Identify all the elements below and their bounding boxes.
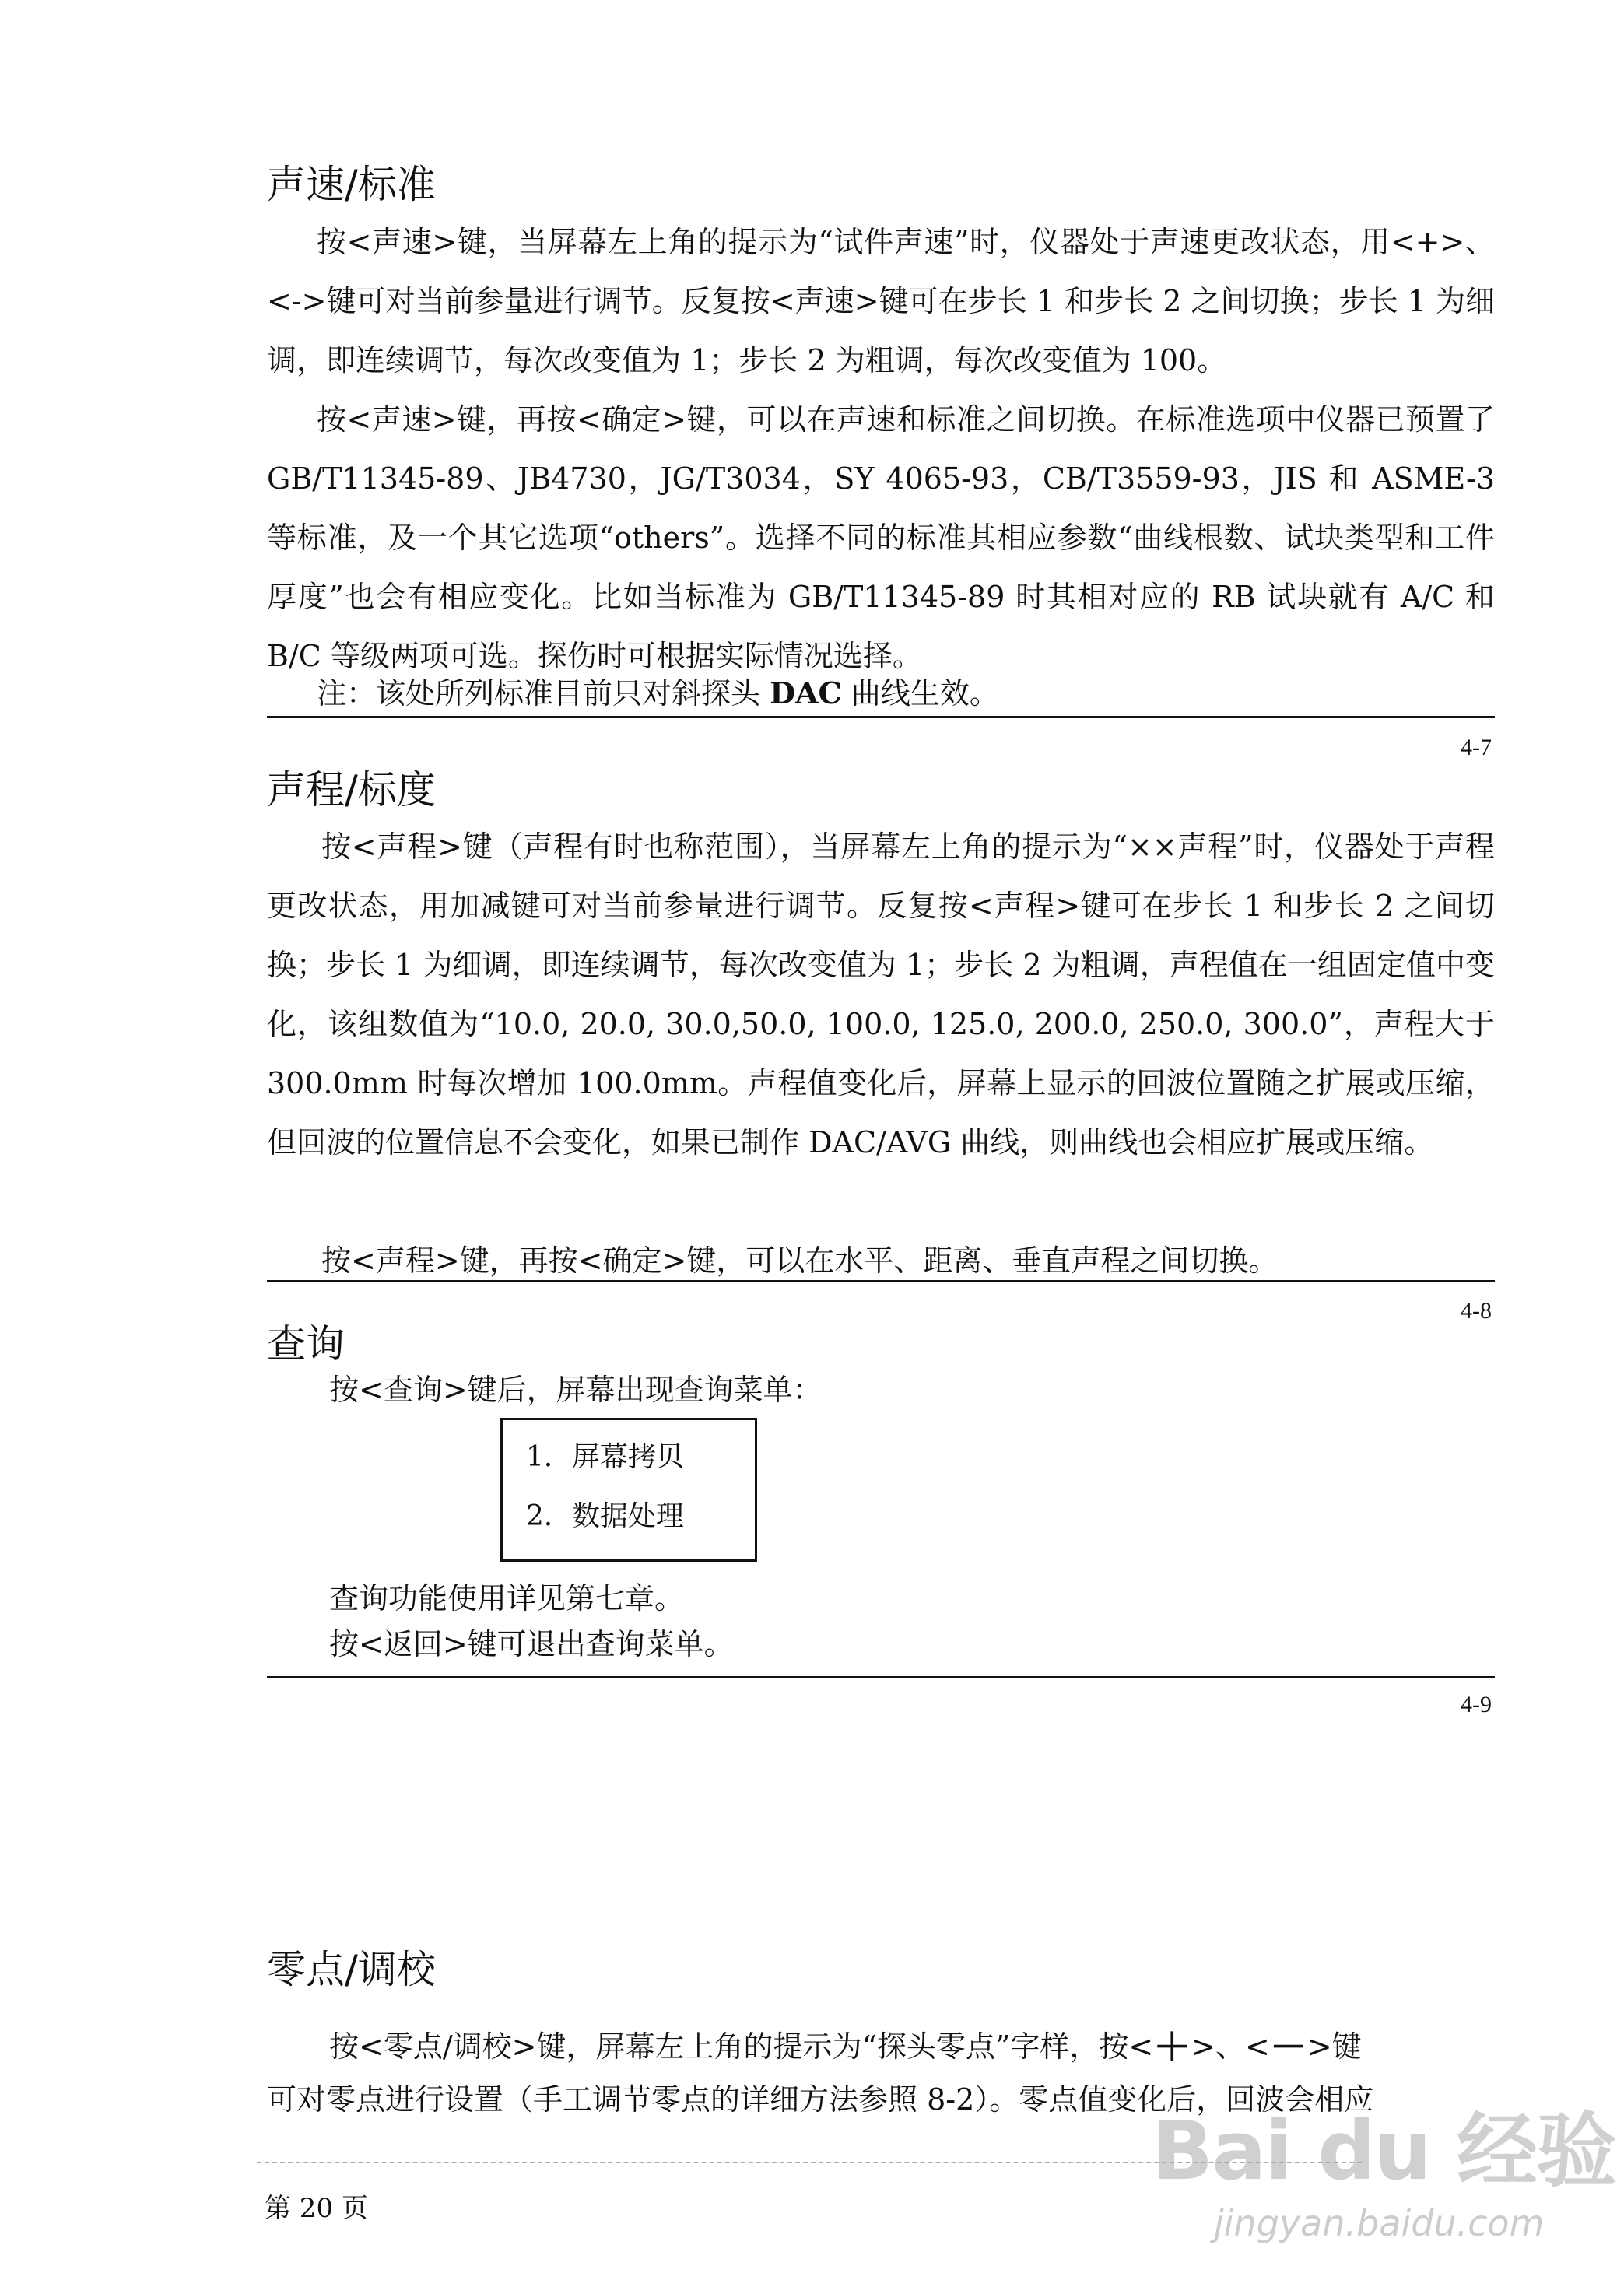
zero-text-c: >键 bbox=[1307, 2029, 1362, 2064]
paragraph-zero-2: 可对零点进行设置（手工调节零点的详细方法参照 8-2）。零点值变化后，回波会相应 bbox=[267, 2082, 1374, 2117]
query-note-chapter: 查询功能使用详见第七章。 bbox=[329, 1581, 685, 1615]
watermark-url: jingyan.baidu.com bbox=[1214, 2202, 1545, 2244]
section-page-number: 4-7 bbox=[1461, 735, 1492, 760]
plus-icon: ＋ bbox=[1153, 2026, 1191, 2069]
zero-text-b: >、< bbox=[1191, 2029, 1270, 2064]
divider-line bbox=[267, 716, 1495, 718]
baidu-watermark bbox=[1152, 2085, 1615, 2288]
section-page-number: 4-8 bbox=[1461, 1298, 1492, 1324]
note-suffix: 曲线生效。 bbox=[851, 676, 999, 710]
query-intro: 按<查询>键后，屏幕出现查询菜单： bbox=[329, 1373, 823, 1407]
query-note-return: 按<返回>键可退出查询菜单。 bbox=[329, 1627, 734, 1661]
query-menu-box bbox=[500, 1418, 757, 1562]
paragraph-range-1: 按<声程>键（声程有时也称范围），当屏幕左上角的提示为“××声程”时，仪器处于声程更改状态，用加减键可对当前参量进行调节。反复按<声程>键可在步长 1 和步长 2 之间切换；步长 1 为细调，即连续调节，每次改变值为 1；步长 2 为粗调，声程值在一组固定值中变化，该组数值为“10.0, 20.0, 30.0,50.0, 100.0, 125.0, 200.0, 250.0, 300.0”，声程大于 300.0mm 时每次增加 100.0mm。声程值变化后，屏幕上显示的回波位置随之扩展或压缩，但回波的位置信息不会变化，如果已制作 DAC/AVG 曲线，则曲线也会相应扩展或压缩。 bbox=[267, 830, 1495, 1159]
note-bold-dac: DAC bbox=[770, 675, 842, 710]
section-title-range: 声程/标度 bbox=[267, 767, 436, 812]
watermark-logo: Bai du 经验 bbox=[1152, 2103, 1615, 2198]
section-title-zero: 零点/调校 bbox=[267, 1947, 436, 1992]
note-prefix: 注：该处所列标准目前只对斜探头 bbox=[317, 676, 761, 710]
menu-item-data-processing: 2．数据处理 bbox=[526, 1500, 684, 1532]
footer-page-number: 第 20 页 bbox=[265, 2193, 368, 2224]
paragraph-sound-speed-2: 按<声速>键，再按<确定>键，可以在声速和标准之间切换。在标准选项中仪器已预置了 GB/T11345-89、JB4730，JG/T3034，SY 4065-93，CB/T3559-93，JIS 和 ASME-3 等标准，及一个其它选项“others”。选择不同的标准其相应参数“曲线根数、试块类型和工件厚度”也会有相应变化。比如当标准为 GB/T11345-89 时其相对应的 RB 试块就有 A/C 和 B/C 等级两项可选。探伤时可根据实际情况选择。 bbox=[267, 402, 1495, 673]
minus-icon: － bbox=[1269, 2026, 1307, 2069]
paragraph-zero-1 bbox=[329, 2017, 1496, 2077]
section-title-sound-speed: 声速/标准 bbox=[267, 162, 436, 207]
zero-text-a: 按<零点/调校>键，屏幕左上角的提示为“探头零点”字样，按< bbox=[329, 2029, 1154, 2064]
section-title-query: 查询 bbox=[267, 1321, 345, 1366]
divider-line bbox=[267, 1676, 1495, 1678]
divider-line bbox=[267, 1280, 1495, 1282]
paragraph-sound-speed-1: 按<声速>键，当屏幕左上角的提示为“试件声速”时，仪器处于声速更改状态，用<+>、<->键可对当前参量进行调节。反复按<声速>键可在步长 1 和步长 2 之间切换；步长 1 为细调，即连续调节，每次改变值为 1；步长 2 为粗调，每次改变值为 100。 bbox=[267, 225, 1495, 377]
paragraph-range-2: 按<声程>键，再按<确定>键，可以在水平、距离、垂直声程之间切换。 bbox=[321, 1243, 1279, 1278]
section-page-number: 4-9 bbox=[1461, 1692, 1492, 1717]
menu-item-screen-copy: 1．屏幕拷贝 bbox=[526, 1441, 684, 1473]
note-standards bbox=[317, 664, 1484, 723]
